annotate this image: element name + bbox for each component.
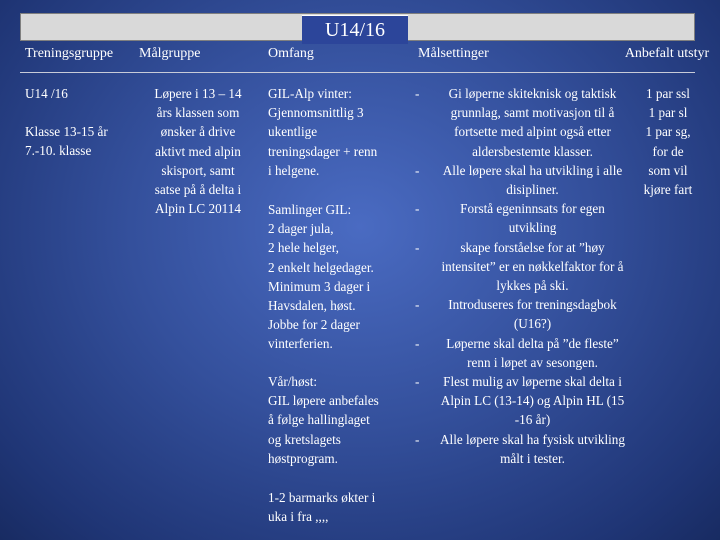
- goal-item: - Alle løpere skal ha utvikling i alle disipliner.: [415, 161, 625, 199]
- slide-title: U14/16: [302, 15, 408, 44]
- goal-item: - Alle løpere skal ha fysisk utvikling målt i tester.: [415, 430, 625, 468]
- scope-camps: Samlinger GIL: 2 dager jula, 2 hele helger, 2 enkelt helgedager. Minimum 3 dager i Havsdalen, høst. Jobbe for 2 dager vinterferien.: [268, 202, 374, 352]
- goal-item: - Gi løperne skiteknisk og taktisk grunnlag, samt motivasjon til å fortsette med alpint også etter aldersbestemte klasser.: [415, 84, 625, 161]
- header-goals: Målsettinger: [418, 46, 489, 61]
- scope-dryland: 1-2 barmarks økter i uka i fra ,,,,: [268, 490, 376, 525]
- goal-item: - Introduseres for treningsdagbok (U16?): [415, 295, 625, 333]
- scope-winter: GIL-Alp vinter: Gjennomsnittlig 3 ukentlige treningsdager + renn i helgene.: [268, 86, 378, 178]
- header-divider: [20, 72, 695, 73]
- goal-item: - Flest mulig av løperne skal delta i Alpin LC (13-14) og Alpin HL (15 -16 år): [415, 372, 625, 430]
- goal-item: - skape forståelse for at ”høy intensitet” er en nøkkelfaktor for å lykkes på ski.: [415, 238, 625, 296]
- goals-list: [415, 84, 625, 468]
- header-group: Treningsgruppe: [25, 46, 114, 61]
- scope-spring-autumn: Vår/høst: GIL løpere anbefales å følge hallinglaget og kretslagets høstprogram.: [268, 374, 379, 466]
- group-classes: Klasse 13-15 år 7.-10. klasse: [25, 124, 108, 159]
- header-equipment: Anbefalt utstyr: [624, 46, 710, 61]
- group-name: U14 /16: [25, 86, 68, 101]
- goal-item: - Forstå egeninnsats for egen utvikling: [415, 199, 625, 237]
- target-description: Løpere i 13 – 14 års klassen som ønsker å drive aktivt med alpin skisport, samt satse på å delta i Alpin LC 20114: [154, 86, 242, 217]
- header-scope: Omfang: [268, 46, 314, 61]
- equipment-list: 1 par ssl 1 par sl 1 par sg, for de som vil kjøre fart: [643, 86, 693, 198]
- header-target: Målgruppe: [139, 46, 201, 61]
- goal-item: - Løperne skal delta på ”de fleste” renn i løpet av sesongen.: [415, 334, 625, 372]
